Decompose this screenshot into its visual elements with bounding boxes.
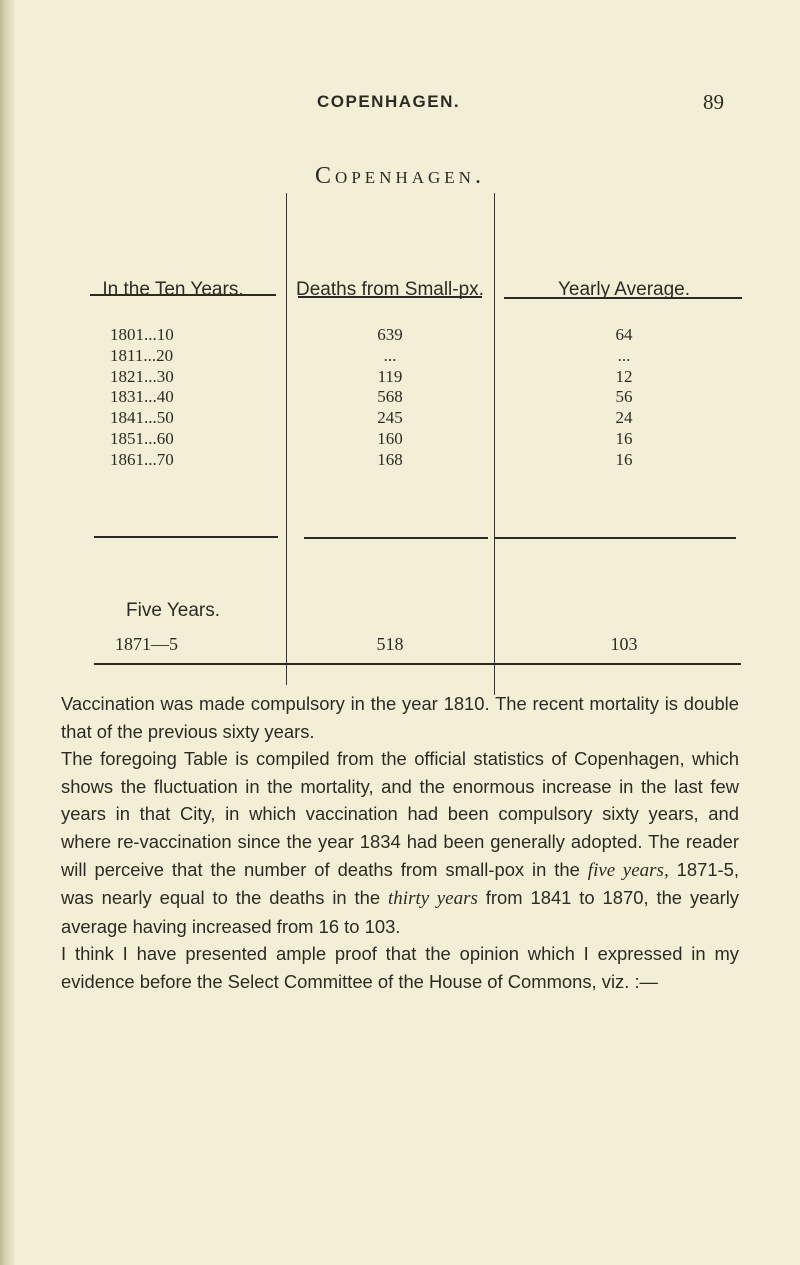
page-number: 89: [703, 90, 724, 114]
period-cell: 1851...60: [110, 428, 174, 448]
body-text: [61, 690, 739, 996]
deaths-cell: 518: [376, 634, 404, 654]
period-cell: 1831...40: [110, 387, 174, 407]
average-cell: 24: [615, 408, 633, 428]
period-cell: 1841...50: [110, 408, 174, 428]
section-underline: [94, 536, 278, 538]
mortality-table: [60, 193, 760, 693]
section-underline: [494, 537, 736, 539]
table-title: Copenhagen.: [315, 163, 485, 189]
deaths-cell: 160: [377, 428, 403, 448]
period-cell: 1821...30: [110, 366, 174, 386]
period-cell: 1811...20: [110, 345, 174, 365]
paragraph-text: The foregoing Table is compiled from the official statistics of Copenhagen, which shows the fluctuation in the mortality, and the enormous increase in the last few years in that City, in which vaccination had been compulsory sixty years, and where re-vaccination since the year 1834 had been generally adopted. The reader will perceive that the number of deaths from small-pox in the: [61, 748, 739, 880]
table-bottom-rule: [94, 663, 741, 665]
deaths-cell: 568: [377, 387, 403, 407]
paragraph: Vaccination was made compulsory in the year 1810. The recent mortality is double that of the previous sixty years.: [61, 693, 739, 742]
column-header-deaths: Deaths from Small-px.: [296, 279, 484, 300]
average-cell: 16: [615, 428, 633, 448]
table-body: [60, 325, 760, 471]
average-cell: 64: [615, 325, 633, 344]
period-cell: 1861...70: [110, 449, 174, 469]
period-cell: 1801...10: [110, 325, 174, 344]
table-row: [60, 408, 760, 429]
column-header-period: In the Ten Years.: [102, 279, 244, 300]
table-row: [60, 387, 760, 408]
emphasis-text: thirty years: [388, 888, 478, 910]
average-cell: 16: [615, 449, 633, 469]
deaths-cell: 245: [377, 408, 403, 428]
average-cell: ...: [617, 345, 631, 365]
paragraph-text: 1871-5, was nearly equal to the deaths in the: [61, 858, 740, 909]
average-cell: 103: [610, 634, 638, 654]
deaths-cell: 119: [377, 366, 403, 386]
section-label-five-years: Five Years.: [126, 600, 220, 621]
column-header-average: Yearly Average.: [557, 279, 691, 300]
paragraph-text: from 1841 to 1870, the yearly average having increased from 16 to 103.: [61, 887, 740, 937]
page-header: [0, 92, 800, 122]
paragraph: [61, 745, 739, 940]
deaths-cell: 168: [377, 449, 403, 469]
average-cell: 12: [615, 366, 633, 386]
section-underline: [304, 537, 488, 539]
deaths-cell: 639: [377, 325, 403, 344]
table-row: [60, 325, 760, 346]
paragraph: I think I have presented ample proof that the opinion which I expressed in my evidence before the Select Committee of the House of Commons, viz. :—: [61, 943, 739, 992]
deaths-cell: ...: [383, 345, 397, 365]
table-row: [60, 429, 760, 450]
running-title: COPENHAGEN.: [317, 92, 461, 111]
table-row: [60, 367, 760, 388]
period-cell: 1871—5: [115, 634, 178, 654]
table-row: [60, 450, 760, 471]
table-row: [60, 346, 760, 367]
average-cell: 56: [615, 387, 633, 407]
emphasis-text: five years,: [587, 859, 669, 881]
